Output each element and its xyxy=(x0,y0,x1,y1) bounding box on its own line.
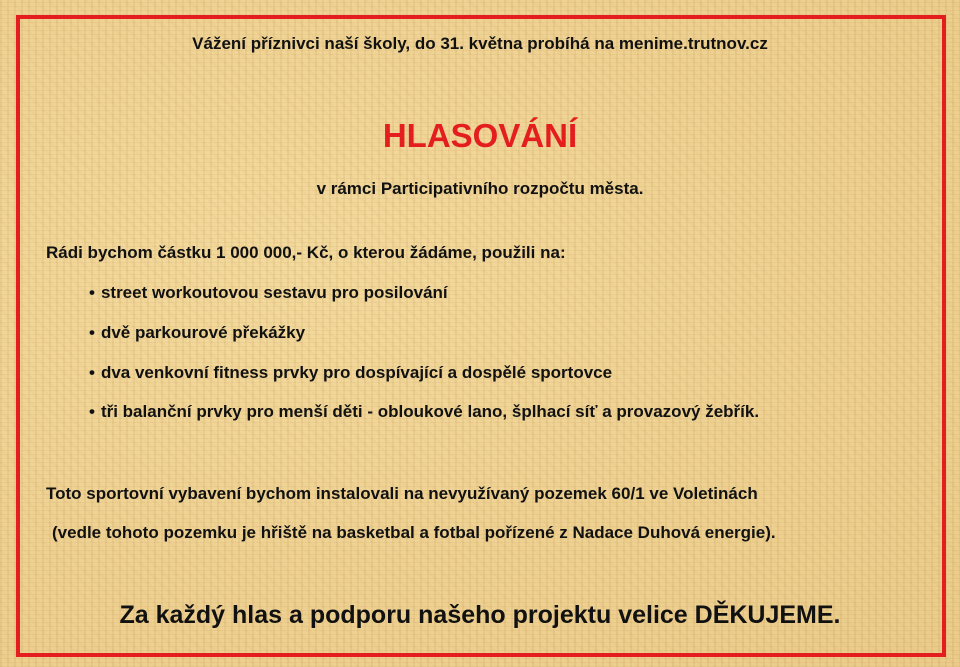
page-title: HLASOVÁNÍ xyxy=(382,117,578,154)
thanks-text: Za každý hlas a podporu našeho projektu velice DĚKUJEME. xyxy=(119,601,841,629)
list-item xyxy=(89,323,305,343)
paragraph-location: Toto sportovní vybavení bychom instalovali na nevyužívaný pozemek 60/1 ve Voletinách xyxy=(46,484,758,503)
intro-text: Vážení příznivci naší školy, do 31. května probíhá na menime.trutnov.cz xyxy=(192,34,768,53)
bullet-icon: • xyxy=(89,283,95,302)
list-item-text: dvě parkourové překážky xyxy=(100,323,306,342)
bullet-icon: • xyxy=(89,363,95,382)
lead-text: Rádi bychom částku 1 000 000,- Kč, o kterou žádáme, použili na: xyxy=(46,243,566,262)
list-item xyxy=(89,363,612,383)
paragraph-note: (vedle tohoto pozemku je hřiště na basketbal a fotbal pořízené z Nadace Duhová energie). xyxy=(52,523,776,542)
bullet-icon: • xyxy=(89,402,95,421)
bullet-icon: • xyxy=(89,323,95,342)
list-item xyxy=(89,402,759,422)
subtitle: v rámci Participativního rozpočtu města. xyxy=(316,179,644,198)
list-item-text: street workoutovou sestavu pro posilování xyxy=(100,283,448,302)
list-item-text: tři balanční prvky pro menší děti - obloukové lano, šplhací síť a provazový žebřík. xyxy=(100,402,760,421)
list-item-text: dva venkovní fitness prvky pro dospívající a dospělé sportovce xyxy=(100,363,613,382)
list-item xyxy=(89,283,448,303)
